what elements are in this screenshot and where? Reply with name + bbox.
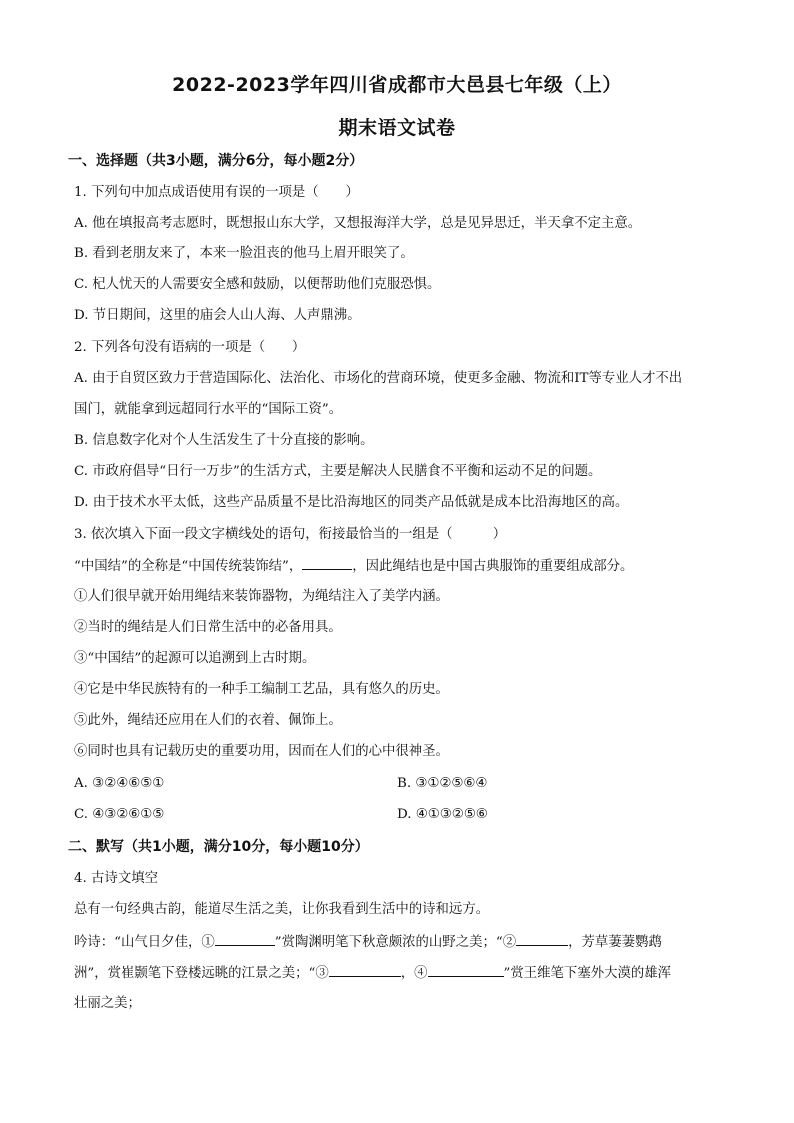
question-1-option-d: D. 节日期间，这里的庙会人山人海、人声鼎沸。	[74, 308, 361, 323]
section-heading-dictation: 二、默写（共1小题，满分10分，每小题10分）	[68, 839, 369, 855]
exam-title: 2022-2023学年四川省成都市大邑县七年级（上）	[172, 74, 622, 96]
poem-text: ”赏陶渊明笔下秋意颇浓的山野之美；“②	[274, 935, 517, 950]
question-2-option-a-line2: 国门，就能拿到远超同行水平的“国际工资”。	[74, 402, 343, 417]
question-1-stem: 1. 下列句中加点成语使用有误的一项是（ ）	[74, 185, 359, 200]
question-1-option-c: C. 杞人忧天的人需要安全感和鼓励，以便帮助他们克服恐惧。	[74, 277, 441, 292]
poem-text: 吟诗：“山气日夕佳，①	[74, 935, 215, 950]
passage-text-before-blank: “中国结”的全称是“中国传统装饰结”，	[74, 559, 303, 574]
fill-blank-1[interactable]	[215, 933, 275, 946]
question-3-option-c: C. ④③②⑥①⑤	[74, 807, 165, 822]
fill-blank-2[interactable]	[516, 933, 568, 946]
section-heading-choice: 一、选择题（共3小题，满分6分，每小题2分）	[68, 153, 364, 169]
question-4-stem: 4. 古诗文填空	[74, 871, 158, 886]
question-4-line-3: 壮丽之美；	[74, 996, 141, 1011]
fill-blank[interactable]	[302, 557, 352, 570]
question-2-option-c: C. 市政府倡导“日行一万步”的生活方式，主要是解决人民膳食不平衡和运动不足的问题。	[74, 464, 602, 479]
question-4-line-1	[74, 933, 724, 952]
exam-subtitle: 期末语文试卷	[338, 117, 456, 139]
question-4-line-2	[74, 964, 724, 983]
question-3-option-b: B. ③①②⑤⑥④	[397, 776, 488, 791]
question-3-sentence-2: ②当时的绳结是人们日常生活中的必备用具。	[74, 620, 342, 635]
question-3-stem: 3. 依次填入下面一段文字横线处的语句，衔接最恰当的一组是（ ）	[74, 527, 507, 542]
question-3-sentence-4: ④它是中华民族特有的一种手工编制工艺品，具有悠久的历史。	[74, 682, 449, 697]
poem-text: ”赏王维笔下塞外大漠的雄浑	[503, 966, 672, 981]
fill-blank-3[interactable]	[329, 964, 401, 977]
question-4-intro: 总有一句经典古韵，能道尽生活之美，让你我看到生活中的诗和远方。	[74, 902, 490, 917]
fill-blank-4[interactable]	[428, 964, 504, 977]
question-1-option-b: B. 看到老朋友来了，本来一脸沮丧的他马上眉开眼笑了。	[74, 246, 414, 261]
question-2-stem: 2. 下列各句没有语病的一项是（ ）	[74, 340, 306, 355]
question-3-sentence-6: ⑥同时也具有记载历史的重要功用，因而在人们的心中很神圣。	[74, 744, 449, 759]
question-3-option-d: D. ④①③②⑤⑥	[397, 807, 488, 822]
poem-text: ，芳草萋萋鹦鹉	[568, 935, 662, 950]
passage-text-after-blank: ，因此绳结也是中国古典服饰的重要组成部分。	[352, 559, 634, 574]
question-3-sentence-3: ③“中国结”的起源可以追溯到上古时期。	[74, 651, 316, 666]
question-3-passage	[74, 557, 724, 576]
question-1-option-a: A. 他在填报高考志愿时，既想报山东大学，又想报海洋大学，总是见异思迁，半天拿不定主意。	[74, 216, 642, 231]
poem-text: ，④	[400, 966, 428, 981]
question-2-option-d: D. 由于技术水平太低，这些产品质量不是比沿海地区的同类产品低就是成本比沿海地区的高。	[74, 495, 629, 510]
question-3-option-a: A. ③②④⑥⑤①	[74, 776, 165, 791]
question-3-sentence-1: ①人们很早就开始用绳结来装饰器物，为绳结注入了美学内涵。	[74, 589, 449, 604]
question-3-sentence-5: ⑤此外，绳结还应用在人们的衣着、佩饰上。	[74, 713, 342, 728]
question-2-option-b: B. 信息数字化对个人生活发生了十分直接的影响。	[74, 433, 374, 448]
poem-text: 洲”，赏崔颢笔下登楼远眺的江景之美；“③	[74, 966, 329, 981]
question-2-option-a-line1: A. 由于自贸区致力于营造国际化、法治化、市场化的营商环境，使更多金融、物流和IT等专业人才不出	[74, 371, 683, 386]
